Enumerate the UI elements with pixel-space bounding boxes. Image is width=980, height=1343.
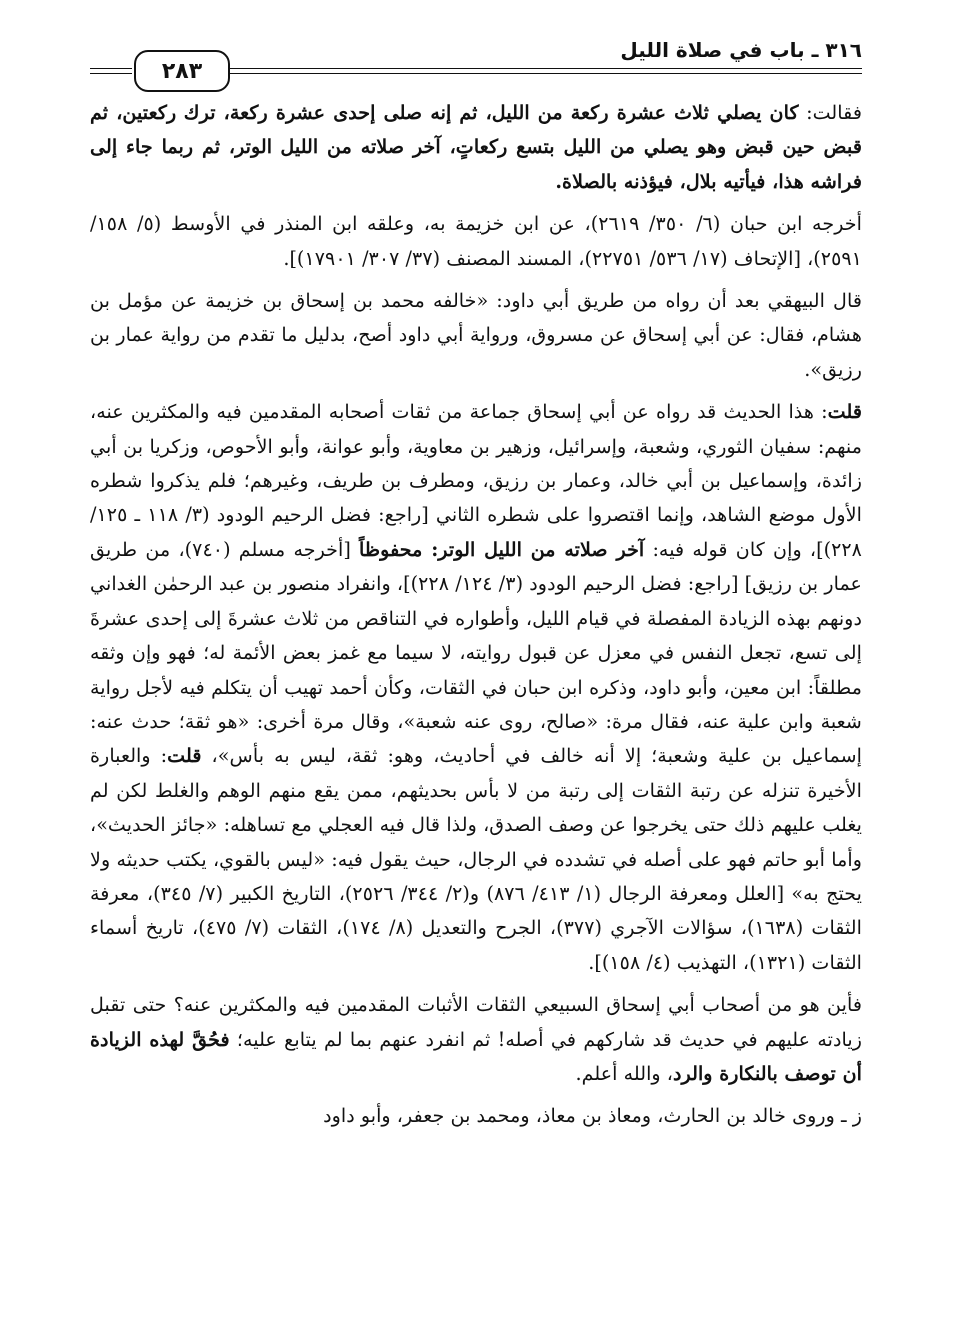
- text-run: [أخرجه مسلم (٧٤٠)، من طريق عمار بن رزيق]: [90, 537, 862, 596]
- text-run: قال البيهقي بعد أن رواه من طريق أبي داود: «خالفه محمد بن إسحاق بن خزيمة عن: [171, 289, 862, 313]
- text-run: الأوسط (٥/ ١٥٨/ ٢٥٩١)، [الإتحاف (١٧/ ٥٣٦/ ٢٢٧٥١)، المسند المصنف (٣٧/ ٣٠٧/: [90, 212, 862, 270]
- text-run: فأين هو من أصحاب أبي إسحاق السبيعي الثقات الأثبات المقدمين فيه والمكثرين: [218, 993, 863, 1017]
- paragraph: [90, 96, 862, 199]
- text-run: فقالت:: [798, 101, 862, 124]
- text-run: : والعبارة الأخيرة تنزله عن رتبة الثقات إلى رتبة: [90, 744, 862, 802]
- text-run: عليه؛: [229, 1027, 277, 1051]
- text-run: أحاديث، وهو: ثقة، ليس به بأس»،: [201, 744, 496, 768]
- text-run: معرفة الثقات (١٦٣٨)، سؤالات الآجري (٣٧٧)، الجرح والتعديل (٨/ ١٧٤)، الثقات: [90, 881, 862, 940]
- page-body: [90, 96, 862, 1142]
- text-run: على أصله في تشدده في الرجال، حيث يقول فيه: «ليس بالقوي، يكتب حديثه ولا يحتج: [90, 847, 862, 905]
- text-run: دونهم بهذه الزيادة المفصلة في قيام الليل، وأطواره في التناقص من ثلاث عشرةَ إلى إحدى: [145, 606, 862, 630]
- text-run: من لا بأس بحديثهم، ممن يقع منهم الوهم والغلط لكن لم يغلب عليهم ذلك حتى يخرجوا: [90, 778, 862, 837]
- text-run: فهو وإن وثقه مطلقاً: ابن معين، وأبو داود، وذكره ابن حبان في الثقات، وكأن أحمد: [90, 641, 862, 699]
- text-run: أخرجه ابن حبان (٦/ ٣٥٠/ ٢٦١٩)، عن ابن خزيمة به، وعلقه ابن المنذر في: [240, 212, 862, 236]
- paragraph: [90, 395, 862, 980]
- paragraph: [90, 207, 862, 276]
- text-run: ومطرف بن طريف، وغيرهم؛ فلم يذكروا شطره الأول موضع الشاهد، وإنما اقتصروا على: [90, 469, 862, 527]
- text-run: وقال مرة أخرى: «هو ثقة؛ حدث عنه: إسماعيل بن علية وشعبة؛ إلا أنه خالف في: [90, 709, 862, 768]
- page-header: [90, 28, 862, 88]
- paragraph: [90, 284, 862, 387]
- text-run: (٧/ ٤٧٥)، تاريخ أسماء الثقات (١٣٢١)، التهذيب (٤/ ١٥٨)].: [90, 916, 862, 974]
- bold-text-run: آخر صلاته من الليل الوتر: محفوظاً: [359, 537, 645, 561]
- text-run: عنه؟ حتى تقبل زيادته عليهم في حديث قد شاركهم في أصله! ثم انفرد عنهم بما لم يتابع: [90, 993, 862, 1051]
- bold-text-run: ركعتين، ثم قبض حين قبض وهو يصلي من الليل بتسع ركعاتٍ، آخر صلاته من الليل: [90, 101, 863, 159]
- header-rule: [230, 73, 862, 74]
- header-rule: [90, 68, 132, 69]
- text-run: وأبو الأحوص، وزكريا بن أبي زائدة، وإسماعيل بن أبي خالد، وعمار بن رزيق،: [90, 434, 862, 493]
- text-run: ١٧٩٠١)].: [283, 246, 356, 270]
- paragraph: [90, 988, 862, 1091]
- text-run: عن وصف الصدق، ولذا قال فيه العجلي مع تساهله: «جائز الحديث»، وأما أبو حاتم فهو: [90, 813, 862, 871]
- bold-text-run: فحُقَّ لهذه الزيادة أن توصف بالنكارة والرد: [90, 1027, 862, 1085]
- bold-text-run: الوتر، ثم ربما جاء إلى فراشه هذا، فيأتيه بلال، فيؤذنه بالصلاة.: [90, 135, 862, 193]
- text-run: ، والله أعلم.: [575, 1061, 673, 1085]
- bold-text-run: قلت: [827, 400, 862, 424]
- bold-text-run: قلت: [167, 744, 202, 768]
- text-run: تقدم من رواية عمار بن رزيق».: [90, 323, 862, 381]
- bold-text-run: كان يصلي ثلاث عشرة ركعة من الليل، ثم إنه صلى إحدى عشرة ركعة، ترك: [183, 101, 799, 124]
- header-rule: [230, 68, 862, 69]
- header-rule: [90, 73, 132, 74]
- paragraph: [90, 1099, 862, 1133]
- text-run: : هذا الحديث قد رواه عن أبي إسحاق جماعة من ثقات أصحابه المقدمين فيه: [216, 400, 828, 424]
- chapter-title: ٣١٦ ـ باب في صلاة الليل: [620, 38, 862, 62]
- text-run: به» [العلل ومعرفة الرجال (١/ ٤١٣/ ٨٧٦) و(٢/ ٣٤٤/ ٢٥٢٦)، التاريخ الكبير (٧/ ٣٤٥)،: [146, 881, 819, 905]
- text-run: تهيب أن يتكلم فيه لأجل رواية شعبة وابن علية عنه، فقال مرة: «صالح، روى عنه شعبة»،: [90, 675, 862, 733]
- page-number-badge: ٢٨٣: [134, 50, 230, 92]
- text-run: عشرةَ إلى تسع، تجعل النفس في معزل عن قبول روايته، لا سيما مع غمز بعض الأئمة له؛: [90, 606, 862, 665]
- text-run: مؤمل بن هشام، فقال: عن أبي إسحاق عن مسروق، ورواية أبي داود أصح، بدليل ما: [90, 289, 862, 347]
- text-run: شطره الثاني [راجع: فضل الرحيم الودود (٣/ ١١٨ ـ ١٢٥/ ٢٢٨)]، وإن كان قوله فيه:: [90, 503, 862, 561]
- text-run: والمكثرين عنه، منهم: سفيان الثوري، وشعبة، وإسرائيل، وزهير بن معاوية، وأبو عوانة،: [90, 400, 862, 458]
- text-run: ز ـ وروى خالد بن الحارث، ومعاذ بن معاذ، ومحمد بن جعفر، وأبو داود: [323, 1104, 862, 1128]
- text-run: [راجع: فضل الرحيم الودود (٣/ ١٢٤/ ٢٢٨)]، وانفراد منصور بن عبد الرحمٰن الغداني: [90, 572, 739, 596]
